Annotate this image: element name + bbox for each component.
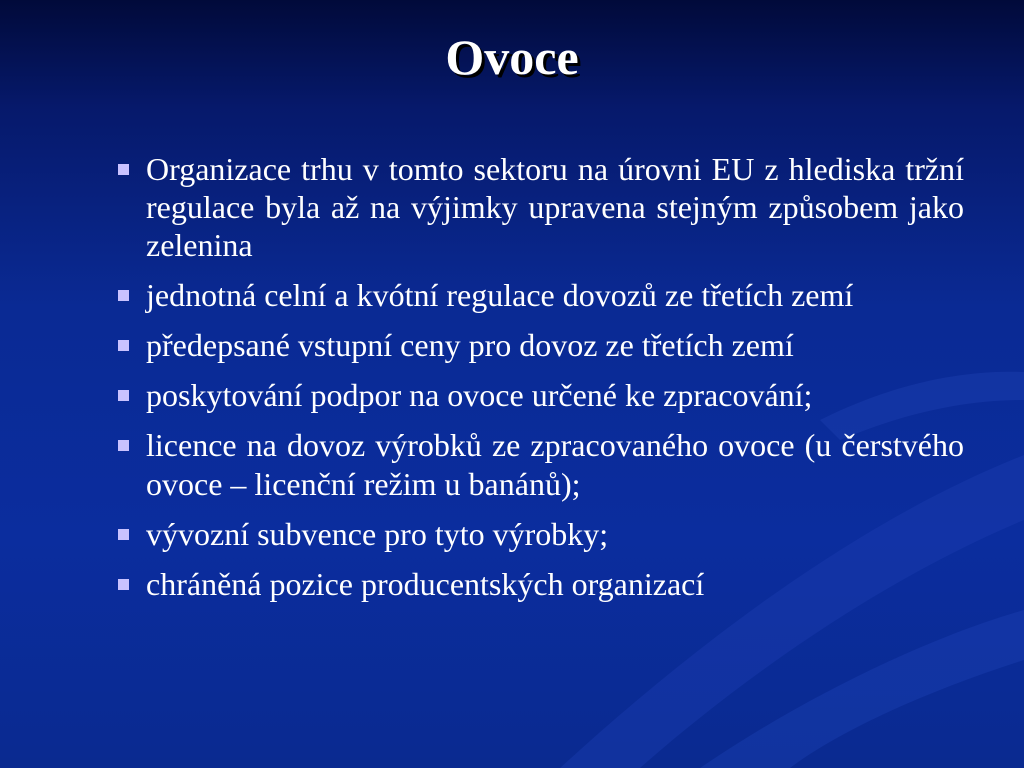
bullet-item <box>112 326 964 364</box>
square-bullet-icon <box>118 390 129 401</box>
bullet-list <box>112 150 964 615</box>
bullet-item <box>112 426 964 502</box>
square-bullet-icon <box>118 164 129 175</box>
bullet-text: chráněná pozice producentských organizací <box>146 565 705 602</box>
square-bullet-icon <box>118 579 129 590</box>
square-bullet-icon <box>118 529 129 540</box>
square-bullet-icon <box>118 440 129 451</box>
bullet-text: poskytování podpor na ovoce určené ke zpracování; <box>146 377 813 414</box>
square-bullet-icon <box>118 340 129 351</box>
slide-title: Ovoce <box>445 29 579 85</box>
bullet-text: předepsané vstupní ceny pro dovoz ze třetích zemí <box>146 327 794 364</box>
bullet-item <box>112 376 964 414</box>
bullet-item <box>112 150 964 264</box>
bullet-item <box>112 565 964 603</box>
bullet-text: licence na dovoz výrobků ze zpracovaného ovoce (u čerstvého ovoce – licenční režim u banánů); <box>146 427 964 502</box>
bullet-item <box>112 515 964 553</box>
square-bullet-icon <box>118 290 129 301</box>
bullet-text: jednotná celní a kvótní regulace dovozů ze třetích zemí <box>146 277 854 314</box>
bullet-text: vývozní subvence pro tyto výrobky; <box>146 515 609 552</box>
bullet-text: Organizace trhu v tomto sektoru na úrovni EU z hlediska tržní regulace byla až na výjimky upravena stejným způsobem jako zelenina <box>146 151 964 264</box>
bullet-item <box>112 276 964 314</box>
